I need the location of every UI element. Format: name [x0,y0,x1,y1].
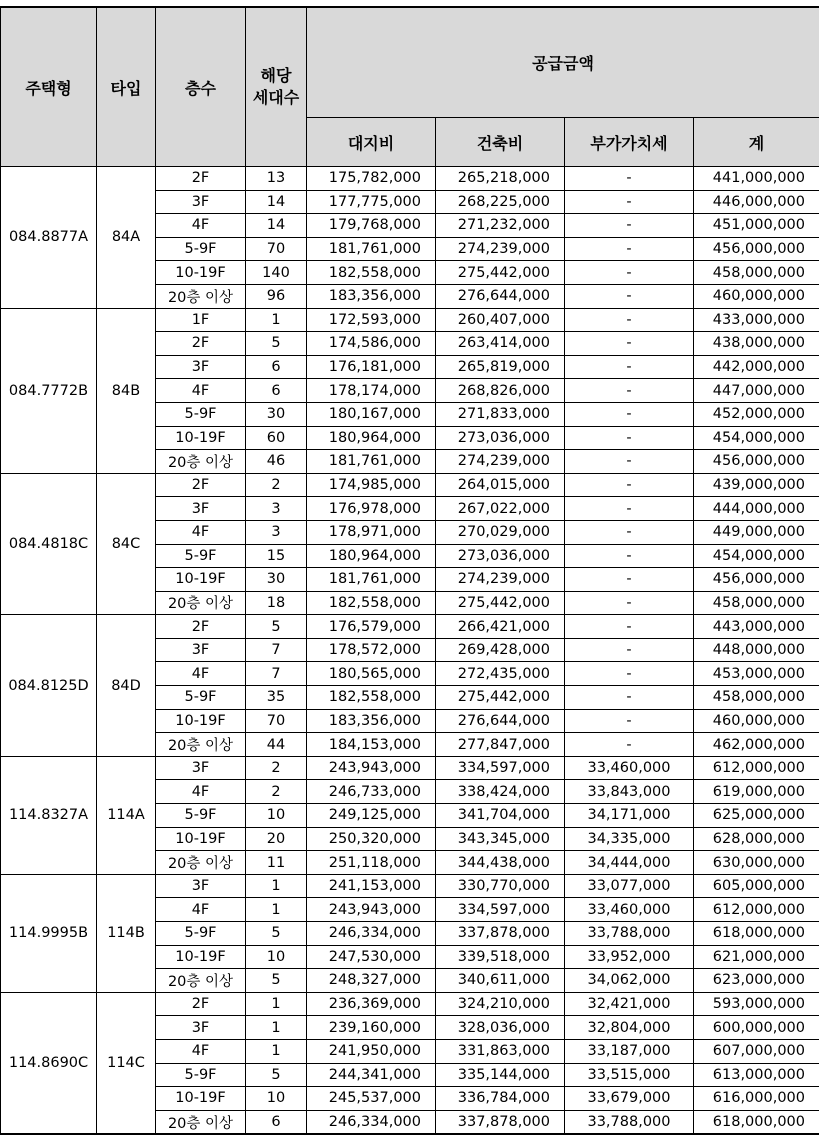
total-cell: 451,000,000 [694,214,819,238]
building-cost-cell: 334,597,000 [436,756,565,780]
total-cell: 460,000,000 [694,284,819,308]
vat-cell: - [565,332,694,356]
land-cost-cell: 179,768,000 [307,214,436,238]
floor-cell: 20층 이상 [156,851,246,875]
vat-cell: - [565,591,694,615]
units-cell: 14 [246,190,307,214]
vat-cell: - [565,662,694,686]
floor-cell: 2F [156,473,246,497]
vat-cell: - [565,308,694,332]
units-cell: 10 [246,804,307,828]
floor-cell: 3F [156,355,246,379]
building-cost-cell: 265,819,000 [436,355,565,379]
floor-cell: 3F [156,1016,246,1040]
vat-cell: 33,843,000 [565,780,694,804]
table-row [1,167,819,191]
floor-cell: 20층 이상 [156,450,246,474]
floor-cell: 5-9F [156,686,246,710]
units-cell: 10 [246,945,307,969]
building-cost-cell: 275,442,000 [436,261,565,285]
units-cell: 96 [246,284,307,308]
floor-cell: 4F [156,662,246,686]
land-cost-cell: 245,537,000 [307,1087,436,1111]
land-cost-cell: 182,558,000 [307,261,436,285]
building-cost-cell: 268,225,000 [436,190,565,214]
building-cost-cell: 273,036,000 [436,426,565,450]
land-cost-cell: 239,160,000 [307,1016,436,1040]
vat-cell: - [565,261,694,285]
floor-cell: 5-9F [156,402,246,426]
vat-cell: - [565,497,694,521]
building-cost-cell: 341,704,000 [436,804,565,828]
land-cost-cell: 243,943,000 [307,756,436,780]
units-cell: 5 [246,1063,307,1087]
vat-cell: - [565,709,694,733]
vat-cell: - [565,638,694,662]
land-cost-cell: 174,985,000 [307,473,436,497]
total-cell: 456,000,000 [694,568,819,592]
vat-cell: - [565,426,694,450]
units-cell: 5 [246,615,307,639]
land-cost-cell: 243,943,000 [307,898,436,922]
floor-cell: 10-19F [156,426,246,450]
vat-cell: 34,171,000 [565,804,694,828]
header-type: 타입 [97,7,156,167]
units-cell: 140 [246,261,307,285]
building-cost-cell: 335,144,000 [436,1063,565,1087]
land-cost-cell: 177,775,000 [307,190,436,214]
building-cost-cell: 276,644,000 [436,709,565,733]
type-cell: 84B [97,308,156,473]
land-cost-cell: 175,782,000 [307,167,436,191]
units-cell: 18 [246,591,307,615]
table-row [1,756,819,780]
building-cost-cell: 324,210,000 [436,992,565,1016]
header-land-cost: 대지비 [307,118,436,167]
table-row [1,615,819,639]
floor-cell: 3F [156,638,246,662]
land-cost-cell: 246,334,000 [307,1110,436,1134]
units-cell: 30 [246,402,307,426]
total-cell: 593,000,000 [694,992,819,1016]
land-cost-cell: 176,579,000 [307,615,436,639]
units-cell: 1 [246,898,307,922]
type-cell: 84C [97,473,156,615]
units-cell: 1 [246,874,307,898]
header-vat: 부가가치세 [565,118,694,167]
land-cost-cell: 246,334,000 [307,922,436,946]
floor-cell: 3F [156,874,246,898]
building-cost-cell: 270,029,000 [436,520,565,544]
building-cost-cell: 336,784,000 [436,1087,565,1111]
building-cost-cell: 271,232,000 [436,214,565,238]
vat-cell: 33,460,000 [565,898,694,922]
land-cost-cell: 182,558,000 [307,591,436,615]
table-header [1,7,819,167]
land-cost-cell: 182,558,000 [307,686,436,710]
total-cell: 444,000,000 [694,497,819,521]
vat-cell: - [565,520,694,544]
vat-cell: 33,077,000 [565,874,694,898]
land-cost-cell: 247,530,000 [307,945,436,969]
land-cost-cell: 183,356,000 [307,284,436,308]
total-cell: 447,000,000 [694,379,819,403]
land-cost-cell: 241,950,000 [307,1039,436,1063]
vat-cell: - [565,355,694,379]
vat-cell: 34,335,000 [565,827,694,851]
total-cell: 618,000,000 [694,1110,819,1134]
vat-cell: - [565,615,694,639]
house-type-cell: 114.8690C [1,992,97,1134]
total-cell: 433,000,000 [694,308,819,332]
vat-cell: - [565,237,694,261]
floor-cell: 2F [156,167,246,191]
building-cost-cell: 344,438,000 [436,851,565,875]
vat-cell: - [565,402,694,426]
total-cell: 449,000,000 [694,520,819,544]
land-cost-cell: 172,593,000 [307,308,436,332]
type-cell: 114C [97,992,156,1134]
units-cell: 70 [246,237,307,261]
floor-cell: 5-9F [156,544,246,568]
table-body [1,167,819,1135]
vat-cell: - [565,190,694,214]
building-cost-cell: 337,878,000 [436,922,565,946]
land-cost-cell: 251,118,000 [307,851,436,875]
floor-cell: 5-9F [156,237,246,261]
total-cell: 446,000,000 [694,190,819,214]
land-cost-cell: 181,761,000 [307,450,436,474]
vat-cell: - [565,450,694,474]
floor-cell: 20층 이상 [156,1110,246,1134]
total-cell: 600,000,000 [694,1016,819,1040]
vat-cell: 32,804,000 [565,1016,694,1040]
house-type-cell: 084.4818C [1,473,97,615]
floor-cell: 20층 이상 [156,284,246,308]
building-cost-cell: 274,239,000 [436,450,565,474]
vat-cell: - [565,167,694,191]
house-type-cell: 084.7772B [1,308,97,473]
house-type-cell: 114.9995B [1,874,97,992]
land-cost-cell: 183,356,000 [307,709,436,733]
vat-cell: - [565,544,694,568]
units-cell: 1 [246,1016,307,1040]
total-cell: 456,000,000 [694,237,819,261]
total-cell: 458,000,000 [694,686,819,710]
vat-cell: - [565,473,694,497]
units-cell: 46 [246,450,307,474]
total-cell: 613,000,000 [694,1063,819,1087]
units-cell: 13 [246,167,307,191]
floor-cell: 4F [156,214,246,238]
total-cell: 454,000,000 [694,426,819,450]
floor-cell: 1F [156,308,246,332]
building-cost-cell: 264,015,000 [436,473,565,497]
building-cost-cell: 339,518,000 [436,945,565,969]
building-cost-cell: 274,239,000 [436,568,565,592]
vat-cell: 33,460,000 [565,756,694,780]
land-cost-cell: 184,153,000 [307,733,436,757]
building-cost-cell: 263,414,000 [436,332,565,356]
floor-cell: 10-19F [156,827,246,851]
units-cell: 35 [246,686,307,710]
floor-cell: 3F [156,497,246,521]
vat-cell: 33,187,000 [565,1039,694,1063]
type-cell: 84D [97,615,156,757]
land-cost-cell: 249,125,000 [307,804,436,828]
total-cell: 456,000,000 [694,450,819,474]
table-row [1,473,819,497]
table-row [1,874,819,898]
vat-cell: - [565,284,694,308]
units-cell: 14 [246,214,307,238]
units-cell: 30 [246,568,307,592]
floor-cell: 5-9F [156,922,246,946]
table-row [1,992,819,1016]
units-cell: 6 [246,355,307,379]
units-cell: 60 [246,426,307,450]
floor-cell: 2F [156,615,246,639]
floor-cell: 10-19F [156,1087,246,1111]
land-cost-cell: 178,971,000 [307,520,436,544]
vat-cell: - [565,686,694,710]
total-cell: 452,000,000 [694,402,819,426]
total-cell: 625,000,000 [694,804,819,828]
land-cost-cell: 244,341,000 [307,1063,436,1087]
total-cell: 607,000,000 [694,1039,819,1063]
land-cost-cell: 250,320,000 [307,827,436,851]
building-cost-cell: 337,878,000 [436,1110,565,1134]
total-cell: 618,000,000 [694,922,819,946]
building-cost-cell: 340,611,000 [436,969,565,993]
house-type-cell: 084.8877A [1,167,97,309]
vat-cell: 32,421,000 [565,992,694,1016]
vat-cell: 33,679,000 [565,1087,694,1111]
units-cell: 3 [246,520,307,544]
building-cost-cell: 338,424,000 [436,780,565,804]
units-cell: 44 [246,733,307,757]
vat-cell: 33,788,000 [565,1110,694,1134]
units-cell: 1 [246,1039,307,1063]
house-type-cell: 084.8125D [1,615,97,757]
units-cell: 5 [246,332,307,356]
total-cell: 438,000,000 [694,332,819,356]
total-cell: 462,000,000 [694,733,819,757]
land-cost-cell: 236,369,000 [307,992,436,1016]
floor-cell: 2F [156,332,246,356]
total-cell: 630,000,000 [694,851,819,875]
type-cell: 114A [97,756,156,874]
units-cell: 1 [246,308,307,332]
units-cell: 6 [246,1110,307,1134]
header-floor: 층수 [156,7,246,167]
total-cell: 612,000,000 [694,756,819,780]
floor-cell: 4F [156,1039,246,1063]
units-cell: 3 [246,497,307,521]
total-cell: 454,000,000 [694,544,819,568]
floor-cell: 3F [156,756,246,780]
vat-cell: 33,952,000 [565,945,694,969]
floor-cell: 10-19F [156,261,246,285]
vat-cell: - [565,379,694,403]
total-cell: 616,000,000 [694,1087,819,1111]
building-cost-cell: 277,847,000 [436,733,565,757]
building-cost-cell: 271,833,000 [436,402,565,426]
units-cell: 11 [246,851,307,875]
total-cell: 443,000,000 [694,615,819,639]
land-cost-cell: 180,964,000 [307,544,436,568]
floor-cell: 5-9F [156,804,246,828]
total-cell: 448,000,000 [694,638,819,662]
land-cost-cell: 180,565,000 [307,662,436,686]
units-cell: 7 [246,662,307,686]
total-cell: 628,000,000 [694,827,819,851]
vat-cell: 34,444,000 [565,851,694,875]
building-cost-cell: 272,435,000 [436,662,565,686]
floor-cell: 10-19F [156,568,246,592]
total-cell: 460,000,000 [694,709,819,733]
floor-cell: 10-19F [156,945,246,969]
building-cost-cell: 274,239,000 [436,237,565,261]
header-house-type: 주택형 [1,7,97,167]
building-cost-cell: 266,421,000 [436,615,565,639]
total-cell: 612,000,000 [694,898,819,922]
building-cost-cell: 343,345,000 [436,827,565,851]
vat-cell: - [565,568,694,592]
building-cost-cell: 328,036,000 [436,1016,565,1040]
floor-cell: 4F [156,898,246,922]
units-cell: 2 [246,473,307,497]
land-cost-cell: 174,586,000 [307,332,436,356]
type-cell: 114B [97,874,156,992]
building-cost-cell: 330,770,000 [436,874,565,898]
header-units: 해당 세대수 [246,7,307,167]
building-cost-cell: 273,036,000 [436,544,565,568]
land-cost-cell: 246,733,000 [307,780,436,804]
header-building-cost: 건축비 [436,118,565,167]
building-cost-cell: 267,022,000 [436,497,565,521]
units-cell: 2 [246,756,307,780]
total-cell: 442,000,000 [694,355,819,379]
type-cell: 84A [97,167,156,309]
units-cell: 1 [246,992,307,1016]
vat-cell: 34,062,000 [565,969,694,993]
building-cost-cell: 269,428,000 [436,638,565,662]
floor-cell: 20층 이상 [156,969,246,993]
vat-cell: - [565,214,694,238]
land-cost-cell: 181,761,000 [307,237,436,261]
floor-cell: 4F [156,379,246,403]
supply-price-table [0,6,819,1135]
land-cost-cell: 180,964,000 [307,426,436,450]
building-cost-cell: 265,218,000 [436,167,565,191]
total-cell: 458,000,000 [694,591,819,615]
building-cost-cell: 331,863,000 [436,1039,565,1063]
total-cell: 441,000,000 [694,167,819,191]
building-cost-cell: 276,644,000 [436,284,565,308]
header-supply-price: 공급금액 [307,7,819,118]
floor-cell: 20층 이상 [156,591,246,615]
floor-cell: 20층 이상 [156,733,246,757]
units-cell: 6 [246,379,307,403]
floor-cell: 4F [156,780,246,804]
units-cell: 70 [246,709,307,733]
vat-cell: 33,515,000 [565,1063,694,1087]
floor-cell: 3F [156,190,246,214]
total-cell: 605,000,000 [694,874,819,898]
vat-cell: 33,788,000 [565,922,694,946]
building-cost-cell: 268,826,000 [436,379,565,403]
header-total: 계 [694,118,819,167]
total-cell: 619,000,000 [694,780,819,804]
units-cell: 5 [246,922,307,946]
total-cell: 621,000,000 [694,945,819,969]
units-cell: 10 [246,1087,307,1111]
land-cost-cell: 248,327,000 [307,969,436,993]
total-cell: 623,000,000 [694,969,819,993]
floor-cell: 10-19F [156,709,246,733]
total-cell: 439,000,000 [694,473,819,497]
building-cost-cell: 275,442,000 [436,591,565,615]
floor-cell: 2F [156,992,246,1016]
land-cost-cell: 176,978,000 [307,497,436,521]
units-cell: 5 [246,969,307,993]
land-cost-cell: 181,761,000 [307,568,436,592]
floor-cell: 5-9F [156,1063,246,1087]
land-cost-cell: 178,572,000 [307,638,436,662]
land-cost-cell: 178,174,000 [307,379,436,403]
units-cell: 2 [246,780,307,804]
building-cost-cell: 275,442,000 [436,686,565,710]
total-cell: 458,000,000 [694,261,819,285]
units-cell: 15 [246,544,307,568]
house-type-cell: 114.8327A [1,756,97,874]
total-cell: 453,000,000 [694,662,819,686]
units-cell: 7 [246,638,307,662]
land-cost-cell: 180,167,000 [307,402,436,426]
units-cell: 20 [246,827,307,851]
table-row [1,308,819,332]
land-cost-cell: 176,181,000 [307,355,436,379]
land-cost-cell: 241,153,000 [307,874,436,898]
building-cost-cell: 260,407,000 [436,308,565,332]
building-cost-cell: 334,597,000 [436,898,565,922]
floor-cell: 4F [156,520,246,544]
vat-cell: - [565,733,694,757]
